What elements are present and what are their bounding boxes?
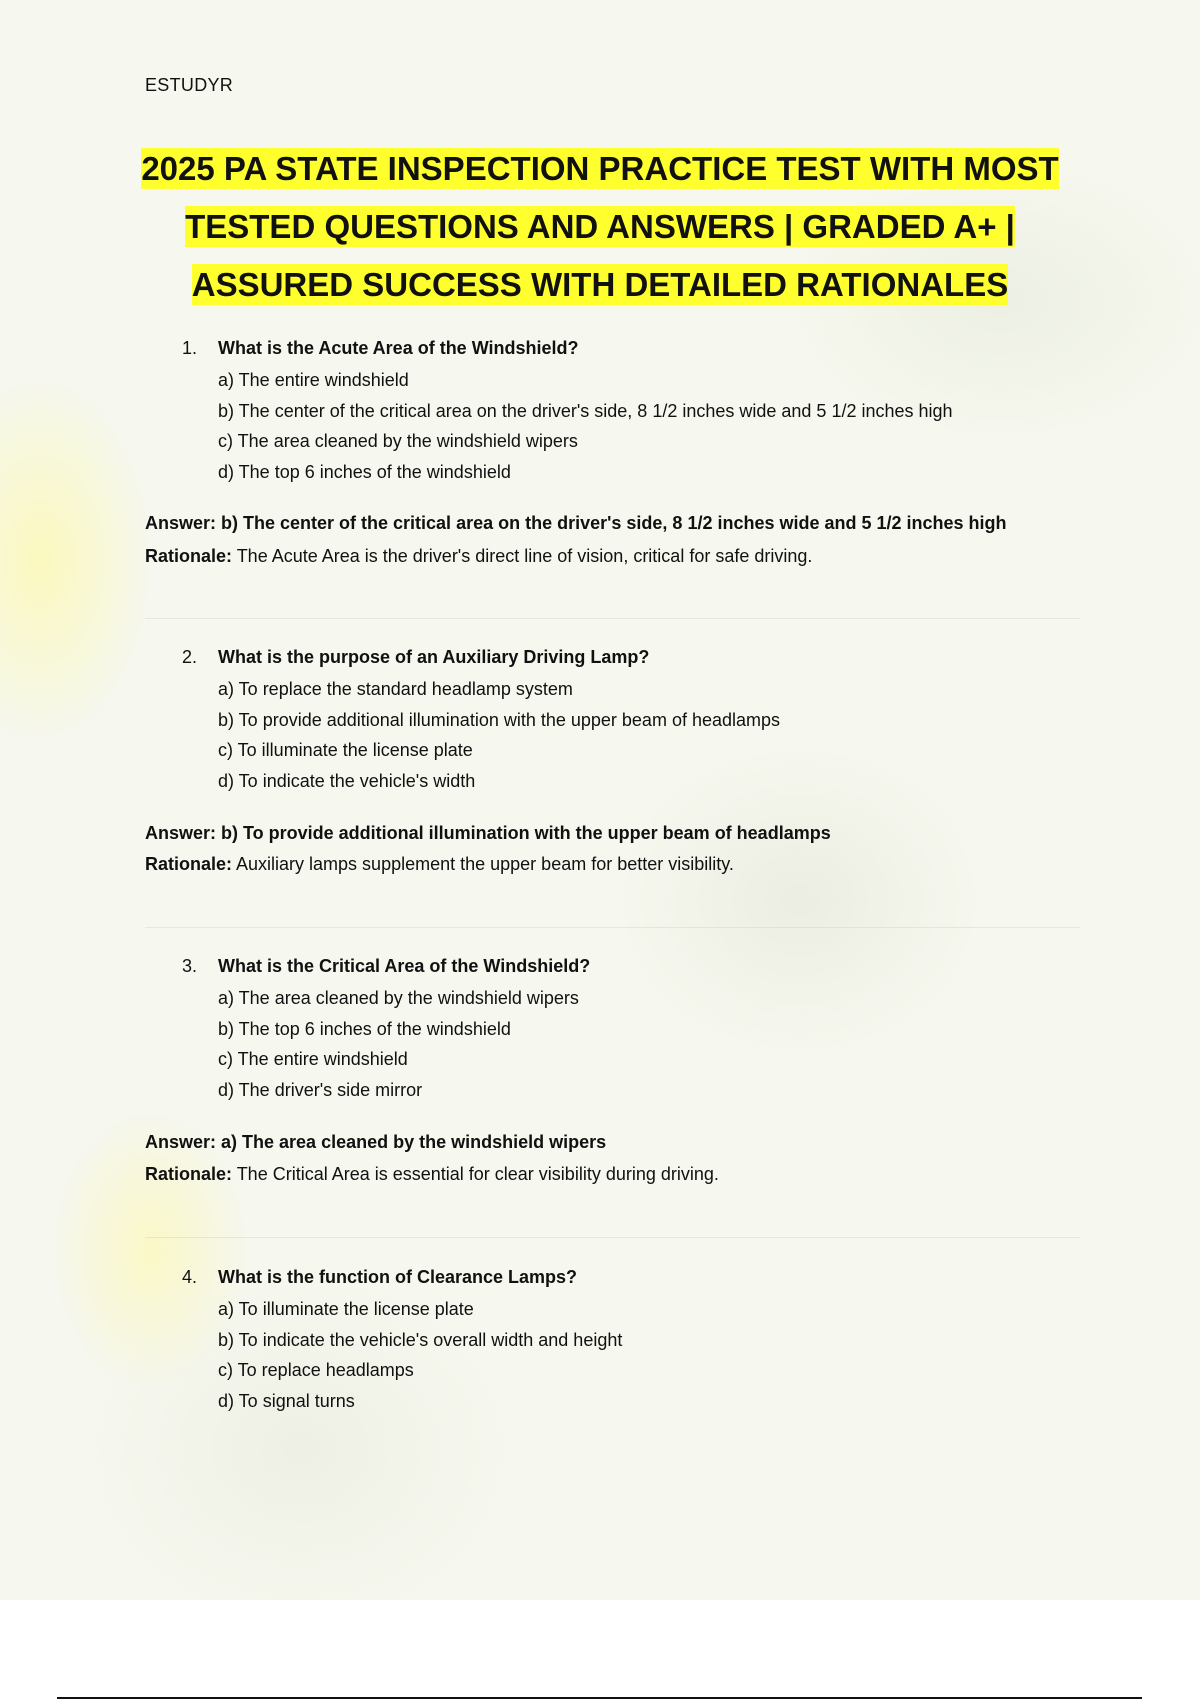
answer-line: Answer: b) To provide additional illumination with the upper beam of headlamps — [145, 823, 831, 843]
title-line-2: TESTED QUESTIONS AND ANSWERS | GRADED A+ | — [185, 208, 1015, 245]
question-number: 3. — [182, 956, 198, 976]
rationale-text: Auxiliary lamps supplement the upper beam for better visibility. — [232, 854, 734, 874]
question-number: 1. — [182, 338, 198, 358]
option-b: b) The center of the critical area on the driver's side, 8 1/2 inches wide and 5 1/2 inches high — [218, 401, 953, 421]
option-a: a) To illuminate the license plate — [218, 1299, 474, 1319]
option-b: b) To indicate the vehicle's overall width and height — [218, 1330, 623, 1350]
section-divider — [145, 618, 1080, 619]
rationale-text: The Acute Area is the driver's direct line of vision, critical for safe driving. — [232, 546, 813, 566]
option-a: a) To replace the standard headlamp system — [218, 679, 573, 699]
question-text: What is the purpose of an Auxiliary Driving Lamp? — [218, 647, 650, 667]
option-b: b) The top 6 inches of the windshield — [218, 1019, 511, 1039]
question-text: What is the function of Clearance Lamps? — [218, 1267, 578, 1287]
option-c: c) The area cleaned by the windshield wipers — [218, 431, 578, 451]
title-line-3: ASSURED SUCCESS WITH DETAILED RATIONALES — [191, 266, 1009, 303]
section-divider — [145, 927, 1080, 928]
option-d: d) The top 6 inches of the windshield — [218, 462, 511, 482]
answer-line: Answer: a) The area cleaned by the windshield wipers — [145, 1132, 607, 1152]
option-a: a) The entire windshield — [218, 370, 409, 390]
rationale-line — [145, 1164, 719, 1185]
answer-line: Answer: b) The center of the critical area on the driver's side, 8 1/2 inches wide and 5 1/2 inches high — [145, 513, 1007, 533]
option-a: a) The area cleaned by the windshield wipers — [218, 988, 579, 1008]
rationale-line — [145, 546, 812, 567]
rationale-label: Rationale: — [145, 1164, 233, 1184]
brand-header: ESTUDYR — [145, 75, 234, 95]
option-d: d) To indicate the vehicle's width — [218, 771, 476, 791]
option-c: c) To replace headlamps — [218, 1360, 414, 1380]
rationale-line — [145, 854, 734, 875]
footer-rule — [57, 1697, 1142, 1699]
title-line-1: 2025 PA STATE INSPECTION PRACTICE TEST WITH MOST — [141, 150, 1059, 187]
section-divider — [145, 1237, 1080, 1238]
question-text: What is the Acute Area of the Windshield? — [218, 338, 579, 358]
option-c: c) To illuminate the license plate — [218, 740, 473, 760]
rationale-label: Rationale: — [145, 546, 233, 566]
option-c: c) The entire windshield — [218, 1049, 408, 1069]
option-b: b) To provide additional illumination with the upper beam of headlamps — [218, 710, 781, 730]
rationale-text: The Critical Area is essential for clear visibility during driving. — [232, 1164, 719, 1184]
document-title — [100, 140, 1100, 314]
question-text: What is the Critical Area of the Windshield? — [218, 956, 591, 976]
rationale-label: Rationale: — [145, 854, 233, 874]
option-d: d) To signal turns — [218, 1391, 355, 1411]
option-d: d) The driver's side mirror — [218, 1080, 423, 1100]
question-number: 4. — [182, 1267, 198, 1287]
page-bottom-margin — [0, 1600, 1200, 1700]
question-number: 2. — [182, 647, 198, 667]
